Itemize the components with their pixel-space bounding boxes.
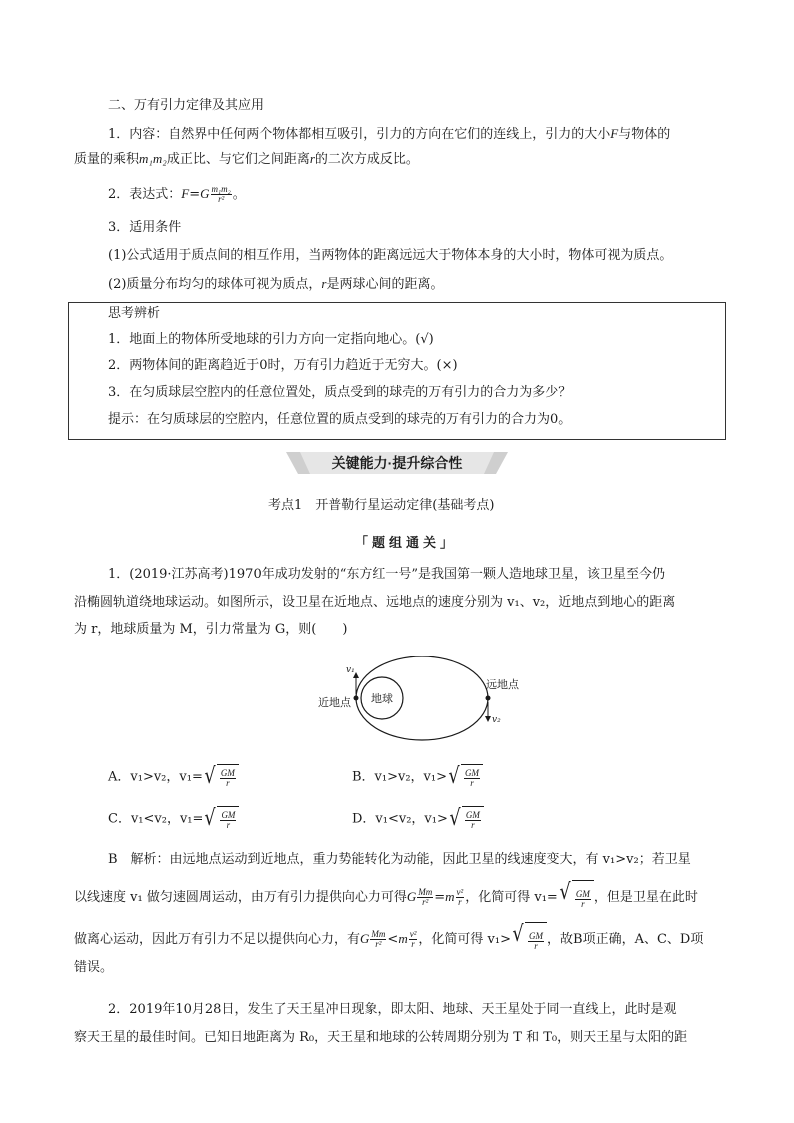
think-title: 思考辨析 [108,306,161,321]
text: 成正比、与它们之间距离 [166,152,310,167]
expression-line [108,184,246,205]
text: 质量的乘积 [74,152,140,167]
frac-num: GM [220,768,235,778]
math-g: G [200,186,210,201]
v2-label: v₂ [492,715,501,725]
frac-den: r [581,899,585,909]
section-banner [286,452,508,474]
option-b-text: B．v₁>v₂，v₁> [352,769,448,785]
frac-num: GM [465,810,480,820]
p1-line-3: 为 r，地球质量为 M，引力常量为 G，则( ) [74,622,348,637]
text: 的二次方成反比。 [314,152,419,167]
frac-num: GM [465,768,480,778]
option-a-text: A．v₁>v₂，v₁= [108,769,203,785]
condition-1: (1)公式适用于质点间的相互作用，当两物体的距离远远大于物体本身的大小时，物体可视为质点。 [108,248,673,263]
frac [456,888,465,907]
expr-label: 2．表达式： [108,187,182,202]
content-line-2 [74,149,419,170]
condition-2 [108,274,444,295]
text: (2)质量分布均匀的球体可视为质点， [108,277,322,292]
math-f: F [181,186,190,201]
content-text-end: 与物体的 [618,127,671,142]
orbit-diagram [310,656,530,766]
frac [575,890,591,909]
option-b[interactable] [352,764,483,790]
expr-end: 。 [232,187,246,202]
apogee-dot [486,696,491,701]
frac [220,811,236,830]
option-c[interactable] [108,806,239,832]
frac-den: r [411,939,415,949]
frac [417,888,433,907]
frac [464,769,480,788]
text: 以线速度 v₁ 做匀速圆周运动，由万有引力提供向心力可得 [74,890,407,905]
text: ，化简可得 v₁> [418,932,511,947]
frac-num: v² [456,887,464,897]
sol-line-3 [74,922,703,957]
frac [370,930,386,949]
gravity-fraction [211,185,232,204]
frac-den: r [470,778,474,788]
math-g: G [406,889,417,904]
p1-line-2: 沿椭圆轨道绕地球运动。如图所示，设卫星在近地点、远地点的速度分别为 v₁、v₂，近地点到地心的距离 [74,595,676,610]
perigee-label: 近地点 [318,696,351,709]
math-g: G [360,931,370,946]
group-tag: 「题组通关」 [355,536,458,551]
v2-arrowhead [485,716,491,722]
frac-num: GM [221,810,236,820]
frac-den: r² [218,194,225,204]
think-hint: 提示：在匀质球层的空腔内，任意位置的质点受到的球壳的万有引力的合力为0。 [108,412,572,427]
text: ，故B项正确，A、C、D项 [547,932,704,947]
math-lt: < [387,932,399,947]
frac [409,930,418,949]
distance-symbol: r [309,151,315,166]
mass-symbol: m₁m₂ [139,151,167,166]
conditions-label: 3．适用条件 [108,220,182,235]
frac [528,932,544,951]
sqrt: √ $\frac{GM}{r}$ [203,764,239,790]
frac-den: r [226,820,231,830]
text: ，但是卫星在此时 [593,890,698,905]
frac-num: Mm [371,929,386,939]
force-symbol: F [610,126,619,141]
content-label: 1．内容： [108,127,169,142]
sol-line-2 [74,880,698,915]
sqrt: √ $\frac{GM}{r}$ [203,806,239,832]
banner-text: 关键能力·提升综合性 [331,455,463,471]
frac-num: m₁m₂ [211,184,231,194]
v1-label: v₁ [346,665,355,675]
text: 是两球心间的距离。 [326,277,444,292]
frac [465,811,481,830]
option-a[interactable] [108,764,239,790]
content-text: 自然界中任何两个物体都相互吸引，引力的方向在它们的连线上，引力的大小 [168,127,611,142]
frac-den: r [458,897,462,907]
think-q3: 3．在匀质球层空腔内的任意位置处，质点受到的球壳的万有引力的合力为多少？ [108,385,572,400]
p2-line-2: 察天王星的最佳时间。已知日地距离为 R₀，天王星和地球的公转周期分别为 T 和 T₀，则天王星与太阳的距 [74,1030,688,1045]
sqrt: √ $\frac{GM}{r}$ [511,922,547,957]
math-eq: = [434,890,446,905]
p2-line-1: 2．2019年10月28日，发生了天王星冲日现象，即太阳、地球、天王星处于同一直线上，此时是观 [108,1002,677,1017]
sol-line-4: 错误。 [74,960,114,975]
content-line-1 [108,124,670,145]
frac [220,769,236,788]
math-m: m [445,889,455,904]
math-eq: = [189,187,201,202]
text: 做离心运动，因此万有引力不足以提供向心力，有 [74,932,361,947]
r-symbol: r [321,276,327,291]
frac-den: r [226,778,230,788]
think-q2: 2．两物体间的距离趋近于0时，万有引力趋近于无穷大。(×) [108,358,458,373]
frac-den: r² [375,939,382,949]
frac-num: Mm [418,887,433,897]
option-d-text: D．v₁<v₂，v₁> [352,811,448,827]
apogee-label: 远地点 [486,678,519,691]
sqrt: √ $\frac{GM}{r}$ [448,806,484,832]
sqrt: √ $\frac{GM}{r}$ [558,880,594,915]
kp-title: 考点1 开普勒行星运动定律(基础考点) [268,498,495,513]
perigee-dot [354,696,359,701]
frac-num: GM [575,889,590,899]
earth-label: 地球 [371,692,393,705]
sqrt: √ $\frac{GM}{r}$ [447,764,483,790]
think-q1: 1．地面上的物体所受地球的引力方向一定指向地心。(√) [108,332,434,347]
option-d[interactable] [352,806,484,832]
frac-num: GM [529,931,544,941]
frac-num: v² [409,929,417,939]
frac-den: r² [422,897,429,907]
text: ，化简可得 v₁= [465,890,558,905]
p1-line-1: 1．(2019·江苏高考)1970年成功发射的“东方红一号”是我国第一颗人造地球卫星，该卫星至今仍 [108,567,666,582]
frac-den: r [534,941,538,951]
option-c-text: C．v₁<v₂，v₁= [108,811,204,827]
math-m: m [398,931,408,946]
section-title: 二、万有引力定律及其应用 [108,98,265,113]
frac-den: r [471,820,475,830]
sol-line-1: B 解析：由远地点运动到近地点，重力势能转化为动能，因此卫星的线速度变大，有 v₁>v₂；若卫星 [108,852,691,867]
